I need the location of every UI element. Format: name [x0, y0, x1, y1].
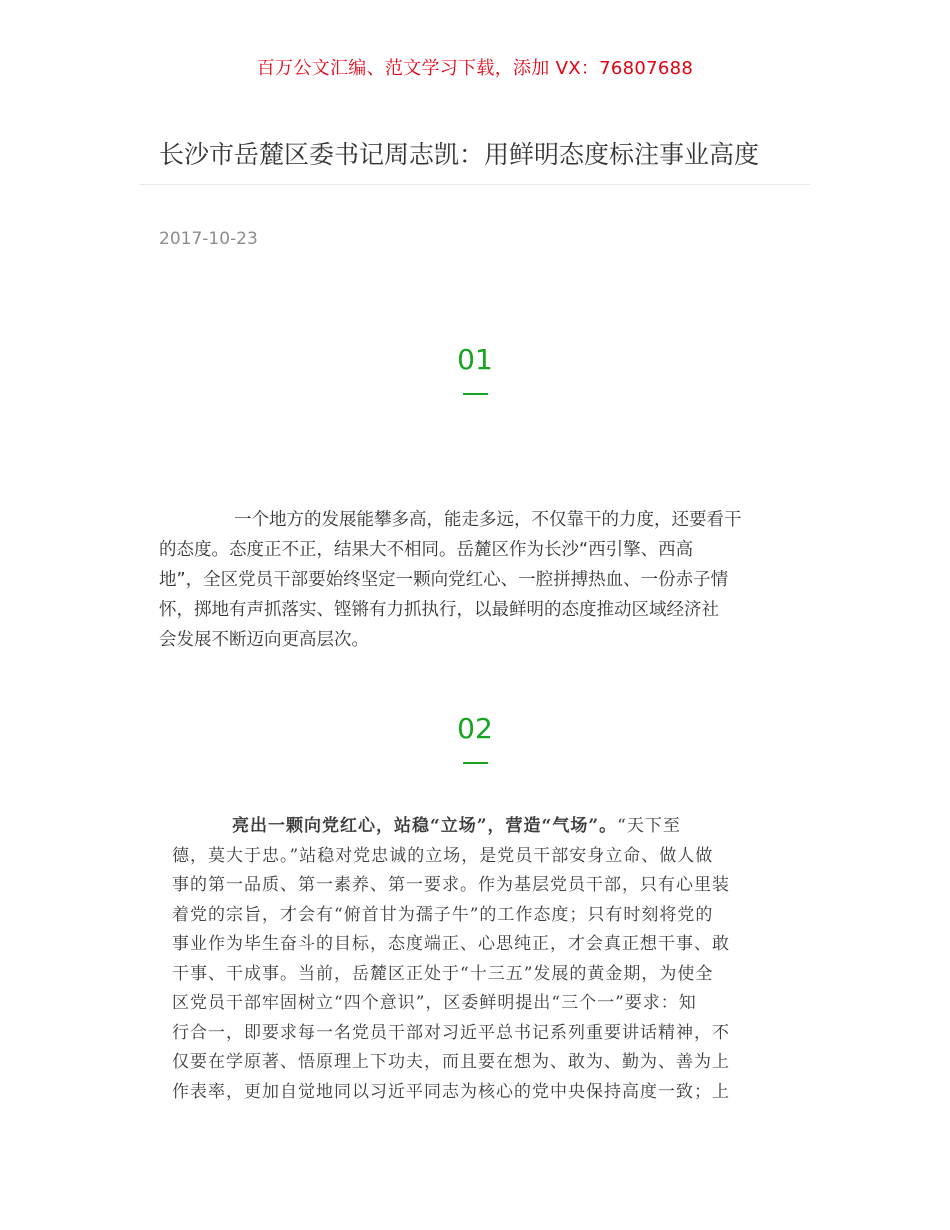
paragraph-line: 作表率，更加自觉地同以习近平同志为核心的党中央保持高度一致；上: [172, 1081, 730, 1102]
paragraph-first-line: [172, 812, 784, 842]
paragraph-line: 着党的宗旨，才会有“俯首甘为孺子牛”的工作态度；只有时刻将党的: [172, 904, 714, 925]
paragraph-line: 的态度。态度正不正，结果大不相同。岳麓区作为长沙“西引擎、西高: [159, 540, 694, 560]
paragraph-line: 一个地方的发展能攀多高，能走多远，不仅靠干的力度，还要看干: [234, 510, 742, 530]
promo-banner: 百万公文汇编、范文学习下载，添加 VX：76807688: [256, 58, 694, 79]
paragraph-line: 行合一，即要求每一名党员干部对习近平总书记系列重要讲话精神，不: [172, 1022, 730, 1043]
title-divider: [140, 184, 810, 185]
paragraph-line: 会发展不断迈向更高层次。: [159, 630, 369, 650]
paragraph-line: 事业作为毕生奋斗的目标，态度端正、心思纯正，才会真正想干事、敢: [172, 934, 730, 954]
paragraph-lead-heading: 亮出一颗向党红心，站稳“立场”，营造“气场”。: [232, 816, 618, 836]
paragraph-line: 区党员干部牢固树立“四个意识”，区委鲜明提出“三个一”要求：知: [172, 993, 697, 1013]
article-title: 长沙市岳麓区委书记周志凯：用鲜明态度标注事业高度: [159, 140, 760, 169]
section-divider-01: [463, 393, 488, 395]
section2-paragraph: [172, 812, 784, 1107]
section-number-01: 01: [457, 343, 493, 376]
paragraph-line: 仅要在学原著、悟原理上下功夫，而且要在想为、敢为、勤为、善为上: [172, 1052, 730, 1072]
section-divider-02: [463, 762, 488, 764]
publish-date: 2017-10-23: [159, 229, 258, 249]
intro-paragraph: [159, 505, 795, 655]
paragraph-line: 干事、干成事。当前，岳麓区正处于“十三五”发展的黄金期，为使全: [172, 963, 714, 984]
paragraph-line: 怀，掷地有声抓落实、铿锵有力抓执行，以最鲜明的态度推动区域经济社: [159, 600, 719, 620]
paragraph-line: 德，莫大于忠。”站稳对党忠诚的立场，是党员干部安身立命、做人做: [172, 845, 714, 866]
paragraph-line: 事的第一品质、第一素养、第一要求。作为基层党员干部，只有心里装: [172, 875, 730, 895]
paragraph-line-rest: “天下至: [617, 816, 681, 836]
paragraph-line: 地”，全区党员干部要始终坚定一颗向党红心、一腔拼搏热血、一份赤子情: [159, 570, 729, 590]
section-number-02: 02: [457, 712, 493, 745]
